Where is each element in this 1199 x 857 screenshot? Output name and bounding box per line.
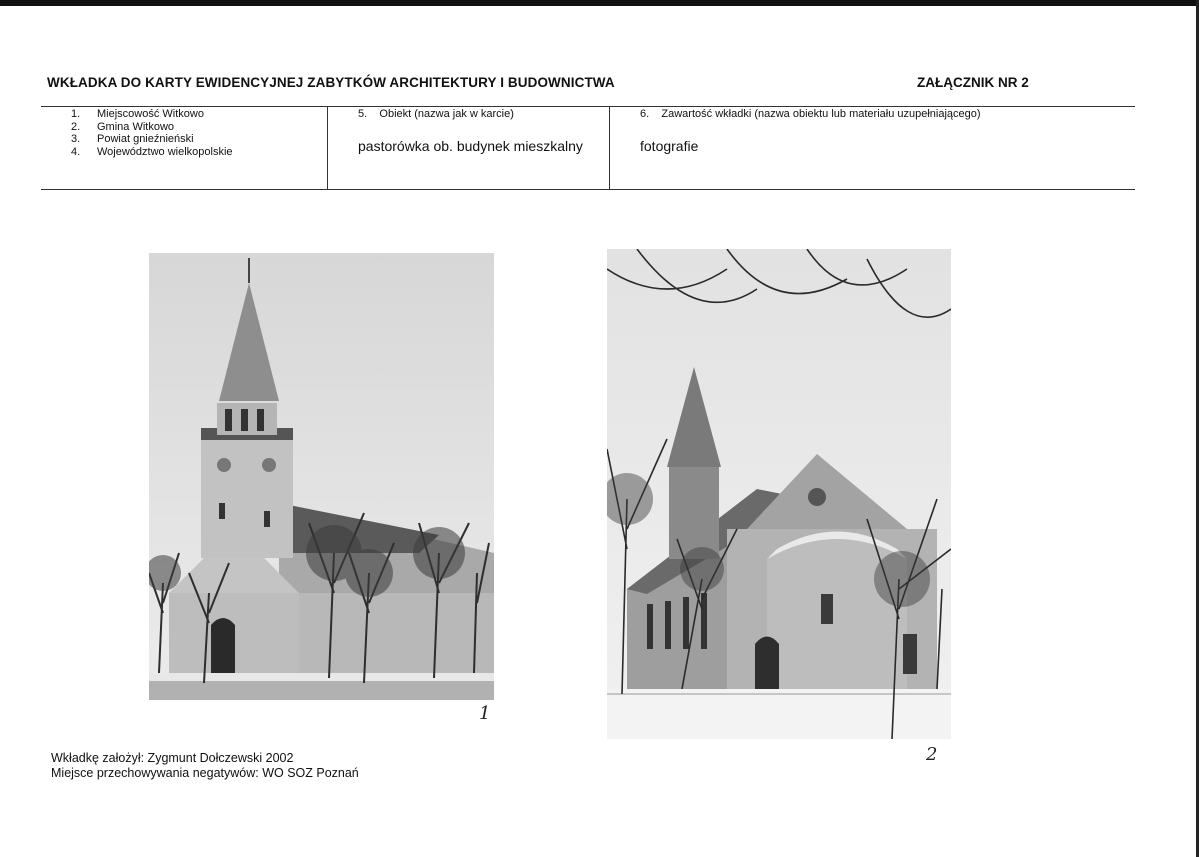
list-item: 1. Miejscowość Witkowo [71,108,204,120]
church-photo-icon [607,249,951,739]
church-photo-icon [149,253,494,700]
table-bottom-rule [41,189,1135,190]
table-top-rule [41,106,1135,107]
photo-1-number: 1 [479,703,491,724]
object-label: 5. Obiekt (nazwa jak w karcie) [358,108,514,120]
list-item: 3. Powiat gnieźnieński [71,133,194,145]
table-divider-1 [327,106,328,190]
storage-line: Miejsce przechowywania negatywów: WO SOZ Poznań [51,766,359,780]
table-divider-2 [609,106,610,190]
content-label: 6. Zawartość wkładki (nazwa obiektu lub materiału uzupełniającego) [640,108,981,120]
content-value: fotografie [640,138,699,154]
list-item: 4. Województwo wielkopolskie [71,145,233,158]
object-value: pastorówka ob. budynek mieszkalny [358,138,583,154]
annex-number: ZAŁĄCZNIK NR 2 [917,75,1029,90]
footer [51,751,359,781]
photo-2-number: 2 [926,744,938,765]
author-line: Wkładkę założył: Zygmunt Dołczewski 2002 [51,751,294,765]
church-photo-2 [607,249,951,739]
scan-top-border [0,0,1199,6]
location-list [71,108,233,158]
document-title: WKŁADKA DO KARTY EWIDENCYJNEJ ZABYTKÓW ARCHITEKTURY I BUDOWNICTWA [47,75,615,90]
church-photo-1 [149,253,494,700]
list-item: 2. Gmina Witkowo [71,120,175,133]
